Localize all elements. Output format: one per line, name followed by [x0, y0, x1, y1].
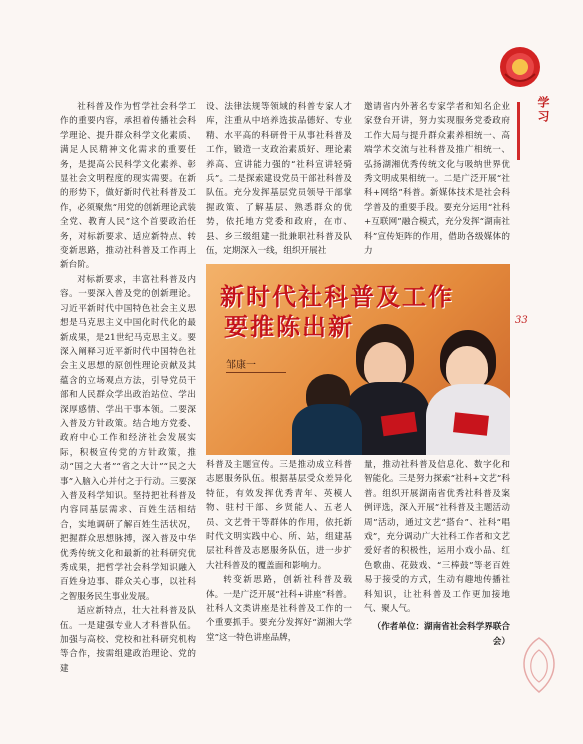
- article-column-2-bottom: [206, 458, 352, 645]
- decorative-flower-icon: [510, 630, 568, 700]
- article-column-1: [60, 100, 196, 676]
- article-column-3-bottom: [364, 458, 510, 649]
- hero-image: [206, 264, 510, 455]
- title-line: 新时代社科普及工作: [220, 282, 454, 311]
- red-book-shape: [453, 412, 489, 435]
- section-tab: 学习: [536, 96, 550, 124]
- person-body-shape: [292, 404, 362, 455]
- paragraph: 设、法律法规等领域的科普专家人才库，注重从中培养选拔品德好、专业精、水平高的科研骨干从事社科普及工作，锻造一支政治素质好、理论素养高、宣讲能力强的“社科宣讲轻骑兵”。二是探索建设党员干部社科普及队伍。充分发挥基层党员领导干部掌握政策、了解基层、熟悉群众的优势，依托地方党委和政府，在市、县、乡三级组建一批兼职社科普及队伍，定期深入一线，组织开展社: [206, 102, 352, 257]
- paragraph: 适应新特点，壮大社科普及队伍。一是建强专业人才科普队伍。加强与高校、党校和社科研究机构等合作，按需组建政治理论、党的建: [60, 606, 196, 674]
- paragraph: 对标新要求，丰富社科普及内容。一要深入普及党的创新理论。习近平新时代中国特色社会主义思想是马克思主义中国化时代化的最新成果，是21世纪马克思主义。要深入阐释习近平新时代中国特色社会主义思想的原创性理论贡献及其蕴含的立场观点方法，引导党员干部和人民群众学出政治站位、学出深厚感情、学出干事本领。二要深入普及方针政策。结合地方党委、政府中心工作和经济社会发展实际，积极宣传党的方针政策，推动“国之大者”“省之大计”“民之大事”入脑入心并付之于行动。三要深入普及科学知识。坚持把社科普及内容同基层需求、百姓生活相结合，实地调研了解百姓生活状况，把握群众思想脉搏，深入普及中华优秀传统文化和最新的社科研究优秀成果，把哲学社会科学知识融入百姓身边事、群众关心事，以社科之智服务民生事业发展。: [60, 274, 196, 602]
- author-underline: [226, 372, 286, 373]
- page-number: 33: [515, 315, 528, 326]
- peony-emblem-icon: [497, 44, 543, 90]
- title-line: 要推陈出新: [224, 312, 354, 341]
- article-author: 邹康一: [226, 360, 256, 371]
- paragraph: 量，推动社科普及信息化、数字化和智能化。三是努力探索“社科+文艺”科普。组织开展湖南省优秀社科普及案例评选，深入开展“社科普及主题活动周”活动，通过文艺“搭台”、社科“唱戏”，充分调动广大社科工作者和文艺爱好者的积极性，运用小戏小品、红色歌曲、花鼓戏、“三棒鼓”等老百姓易于接受的方式，生动有趣地传播社科知识，让社科普及工作更加接地气、聚人气。: [364, 460, 510, 615]
- paragraph: 邀请省内外著名专家学者和知名企业家登台开讲，努力实现服务党委政府工作大局与提升群众素养相统一、高端学术交流与社科普及推广相统一、弘扬湖湘优秀传统文化与吸纳世界优秀文明成果相统一。二是广泛开展“社科+网络”科普。新媒体技术是社会科学普及的重要手段。要充分运用“社科+互联网”融合模式，充分发挥“湖南社科”宣传矩阵的作用，借助各级媒体的力: [364, 102, 510, 257]
- paragraph: 科普及主题宣传。三是推动成立科普志愿服务队伍。根据基层受众差异化特征，有效发挥优秀青年、英模人物、驻村干部、乡贤能人、五老人员、文艺骨干等群体的作用，依托新时代文明实践中心、所、站，组建基层社科普及志愿服务队伍，进一步扩大社科普及的覆盖面和影响力。: [206, 460, 352, 571]
- paragraph: 转变新思路，创新社科普及载体。一是广泛开展“社科+讲座”科普。社科人文类讲座是社科普及工作的一个重要抓手。要充分发挥好“湖湘大学堂”这一特色讲座品牌，: [206, 575, 352, 643]
- side-red-rule: [517, 102, 520, 160]
- author-affiliation: （作者单位：湖南省社会科学界联合会）: [372, 622, 510, 647]
- article-column-3-top: [364, 100, 510, 258]
- article-column-2-top: [206, 100, 352, 258]
- paragraph: 社科普及作为哲学社会科学工作的重要内容，承担着传播社会科学理论、提升群众科学文化素质、满足人民精神文化需求的重要任务，是提高公民科学文化素养、彰显社会文明程度的现实需要。在新的形势下，做好新时代社科普及工作，必须聚焦“用党的创新理论武装全党、教育人民”这个首要政治任务，对标新要求、适应新特点、转变新思路，推动社科普及工作再上新台阶。: [60, 102, 196, 271]
- article-title: [220, 282, 454, 342]
